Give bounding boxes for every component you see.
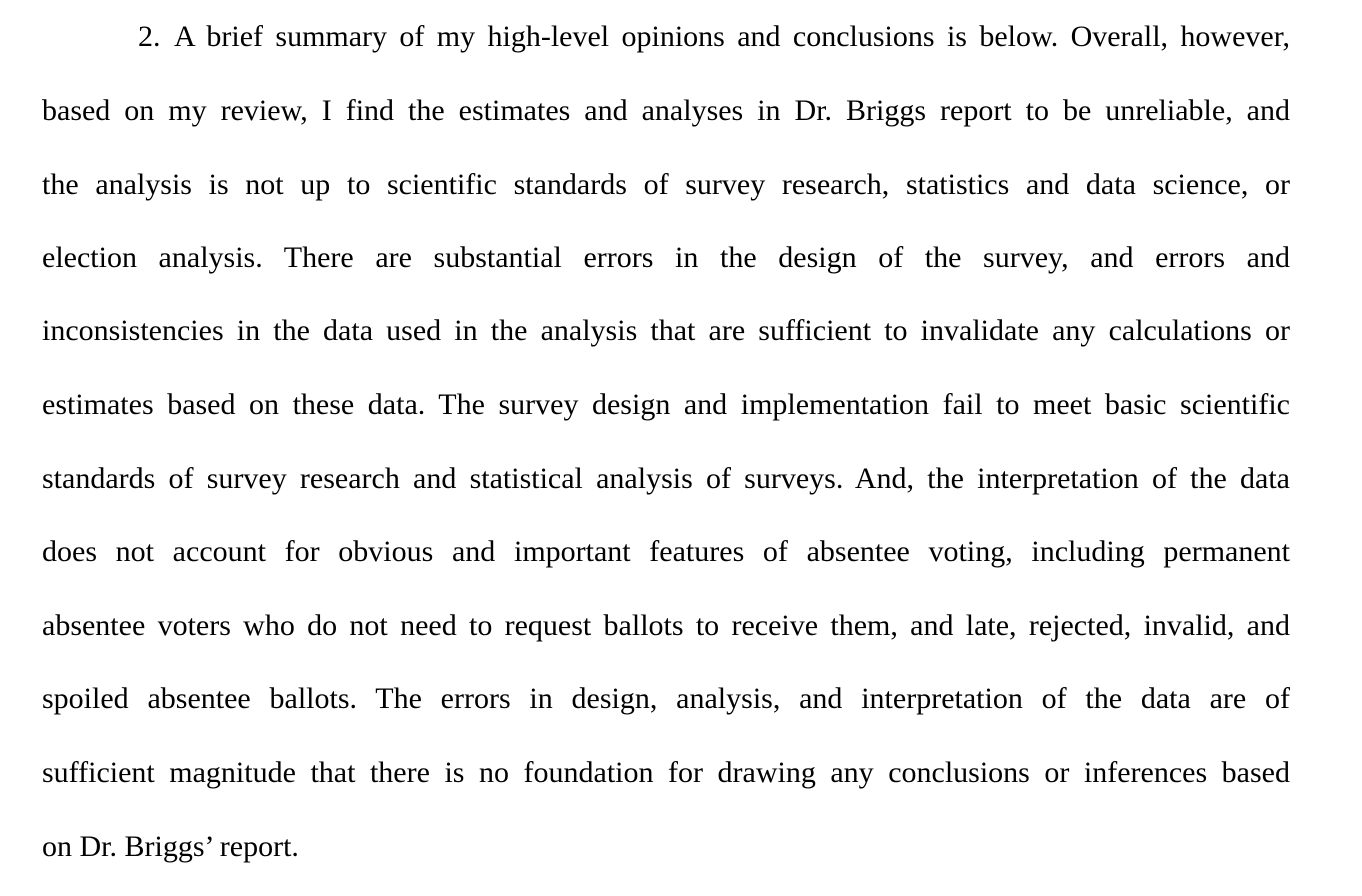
paragraph-line-9: absentee voters who do not need to request ballots to receive them, and late, rejected, invalid, and	[42, 609, 1290, 642]
paragraph-number: 2.	[138, 20, 161, 53]
paragraph-line-1	[138, 17, 1290, 57]
paragraph-line-6: estimates based on these data. The survey design and implementation fail to meet basic scientific	[42, 388, 1290, 421]
paragraph-line-5: inconsistencies in the data used in the analysis that are sufficient to invalidate any calculations or	[42, 314, 1290, 347]
paragraph-line-10: spoiled absentee ballots. The errors in design, analysis, and interpretation of the data are of	[42, 682, 1290, 715]
paragraph-line-7: standards of survey research and statistical analysis of surveys. And, the interpretation of the data	[42, 462, 1290, 495]
paragraph-line-1-text: A brief summary of my high-level opinions and conclusions is below. Overall, however,	[174, 20, 1290, 53]
paragraph-line-3: the analysis is not up to scientific standards of survey research, statistics and data science, or	[42, 168, 1290, 201]
paragraph-line-8: does not account for obvious and important features of absentee voting, including permanent	[42, 535, 1290, 568]
paragraph-line-4: election analysis. There are substantial errors in the design of the survey, and errors and	[42, 241, 1290, 274]
paragraph-line-2: based on my review, I find the estimates and analyses in Dr. Briggs report to be unreliable, and	[42, 94, 1290, 127]
paragraph-line-11: sufficient magnitude that there is no foundation for drawing any conclusions or inferences based	[42, 756, 1290, 789]
paragraph-line-12: on Dr. Briggs’ report.	[42, 830, 299, 863]
